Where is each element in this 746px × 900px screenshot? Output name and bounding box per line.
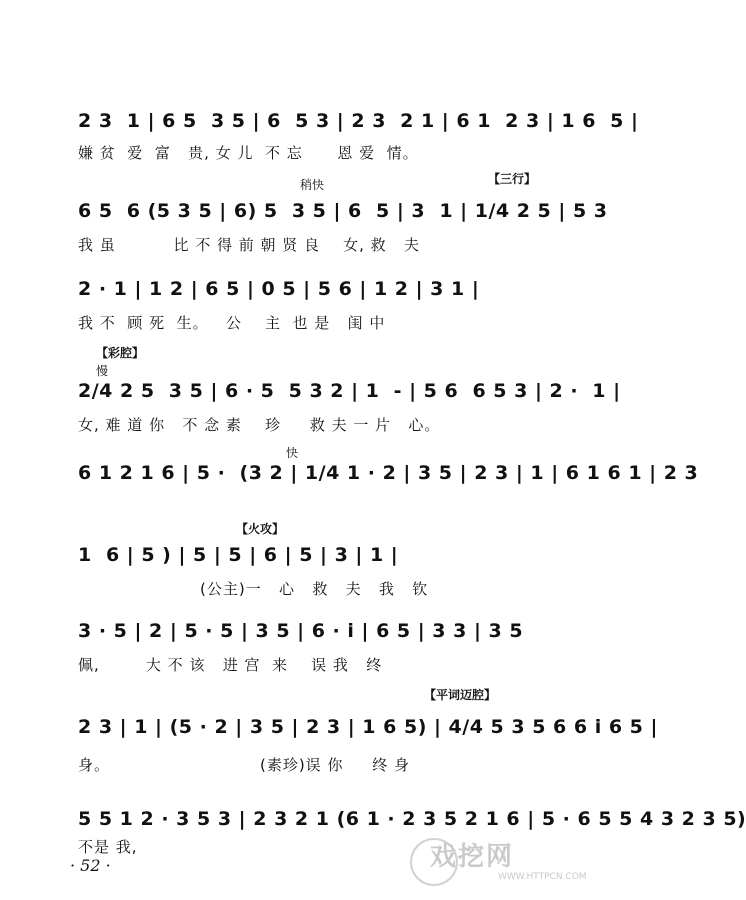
lyric-row: 嫌 贫 爱 富 贵, 女 儿 不 忘 恩 爱 情。 <box>78 144 419 162</box>
notation-row: 2 · 1 | 1 2 | 6 5 | 0 5 | 5 6 | 1 2 | 3 1 | <box>78 278 480 300</box>
lyric-row: 我 不 顾 死 生。 公 主 也 是 闺 中 <box>78 314 386 332</box>
notation-row: 2 3 1 | 6 5 3 5 | 6 5 3 | 2 3 2 1 | 6 1 2 3 | 1 6 5 | <box>78 110 639 132</box>
lyric-row: (公主)一 心 救 夫 我 钦 <box>200 580 429 598</box>
notation-row: 3 · 5 | 2 | 5 · 5 | 3 5 | 6 · i | 6 5 | 3 3 | 3 5 <box>78 620 524 642</box>
section-marker: 【火攻】 <box>236 522 285 536</box>
notation-row: 2/4 2 5 3 5 | 6 · 5 5 3 2 | 1 - | 5 6 6 5 3 | 2 · 1 | <box>78 380 621 402</box>
notation-row: 1 6 | 5 ) | 5 | 5 | 6 | 5 | 3 | 1 | <box>78 544 399 566</box>
lyric-row: 不是 我, <box>78 838 138 856</box>
lyric-row: 佩, 大 不 该 进 宫 来 误 我 终 <box>78 656 383 674</box>
lyric-row: 身。 (素珍)误 你 终 身 <box>78 756 411 774</box>
lyric-row: 女, 难 道 你 不 念 素 珍 救 夫 一 片 心。 <box>78 416 441 434</box>
notation-row: 2 3 | 1 | (5 · 2 | 3 5 | 2 3 | 1 6 5) | 4/4 5 3 5 6 6 i 6 5 | <box>78 716 658 738</box>
lyric-row: 我 虽 比 不 得 前 朝 贤 良 女, 救 夫 <box>78 236 420 254</box>
tempo-marking: 稍快 <box>300 178 325 192</box>
notation-row: 5 5 1 2 · 3 5 3 | 2 3 2 1 (6 1 · 2 3 5 2 1 6 | 5 · 6 5 5 4 3 2 3 5) <box>78 808 746 830</box>
tempo-marking: 慢 <box>96 364 109 378</box>
watermark-url: WWW.HTTPCN.COM <box>498 872 587 882</box>
watermark: 戏挖网 <box>430 842 515 872</box>
notation-row: 6 5 6 (5 3 5 | 6) 5 3 5 | 6 5 | 3 1 | 1/4 2 5 | 5 3 <box>78 200 608 222</box>
notation-row: 6 1 2 1 6 | 5 · (3 2 | 1/4 1 · 2 | 3 5 | 2 3 | 1 | 6 1 6 1 | 2 3 <box>78 462 699 484</box>
page-number: · 52 · <box>70 856 111 875</box>
section-marker: 【三行】 <box>488 172 537 186</box>
section-marker: 【彩腔】 <box>96 346 145 360</box>
tempo-marking: 快 <box>286 446 299 460</box>
section-marker: 【平词迈腔】 <box>424 688 497 702</box>
